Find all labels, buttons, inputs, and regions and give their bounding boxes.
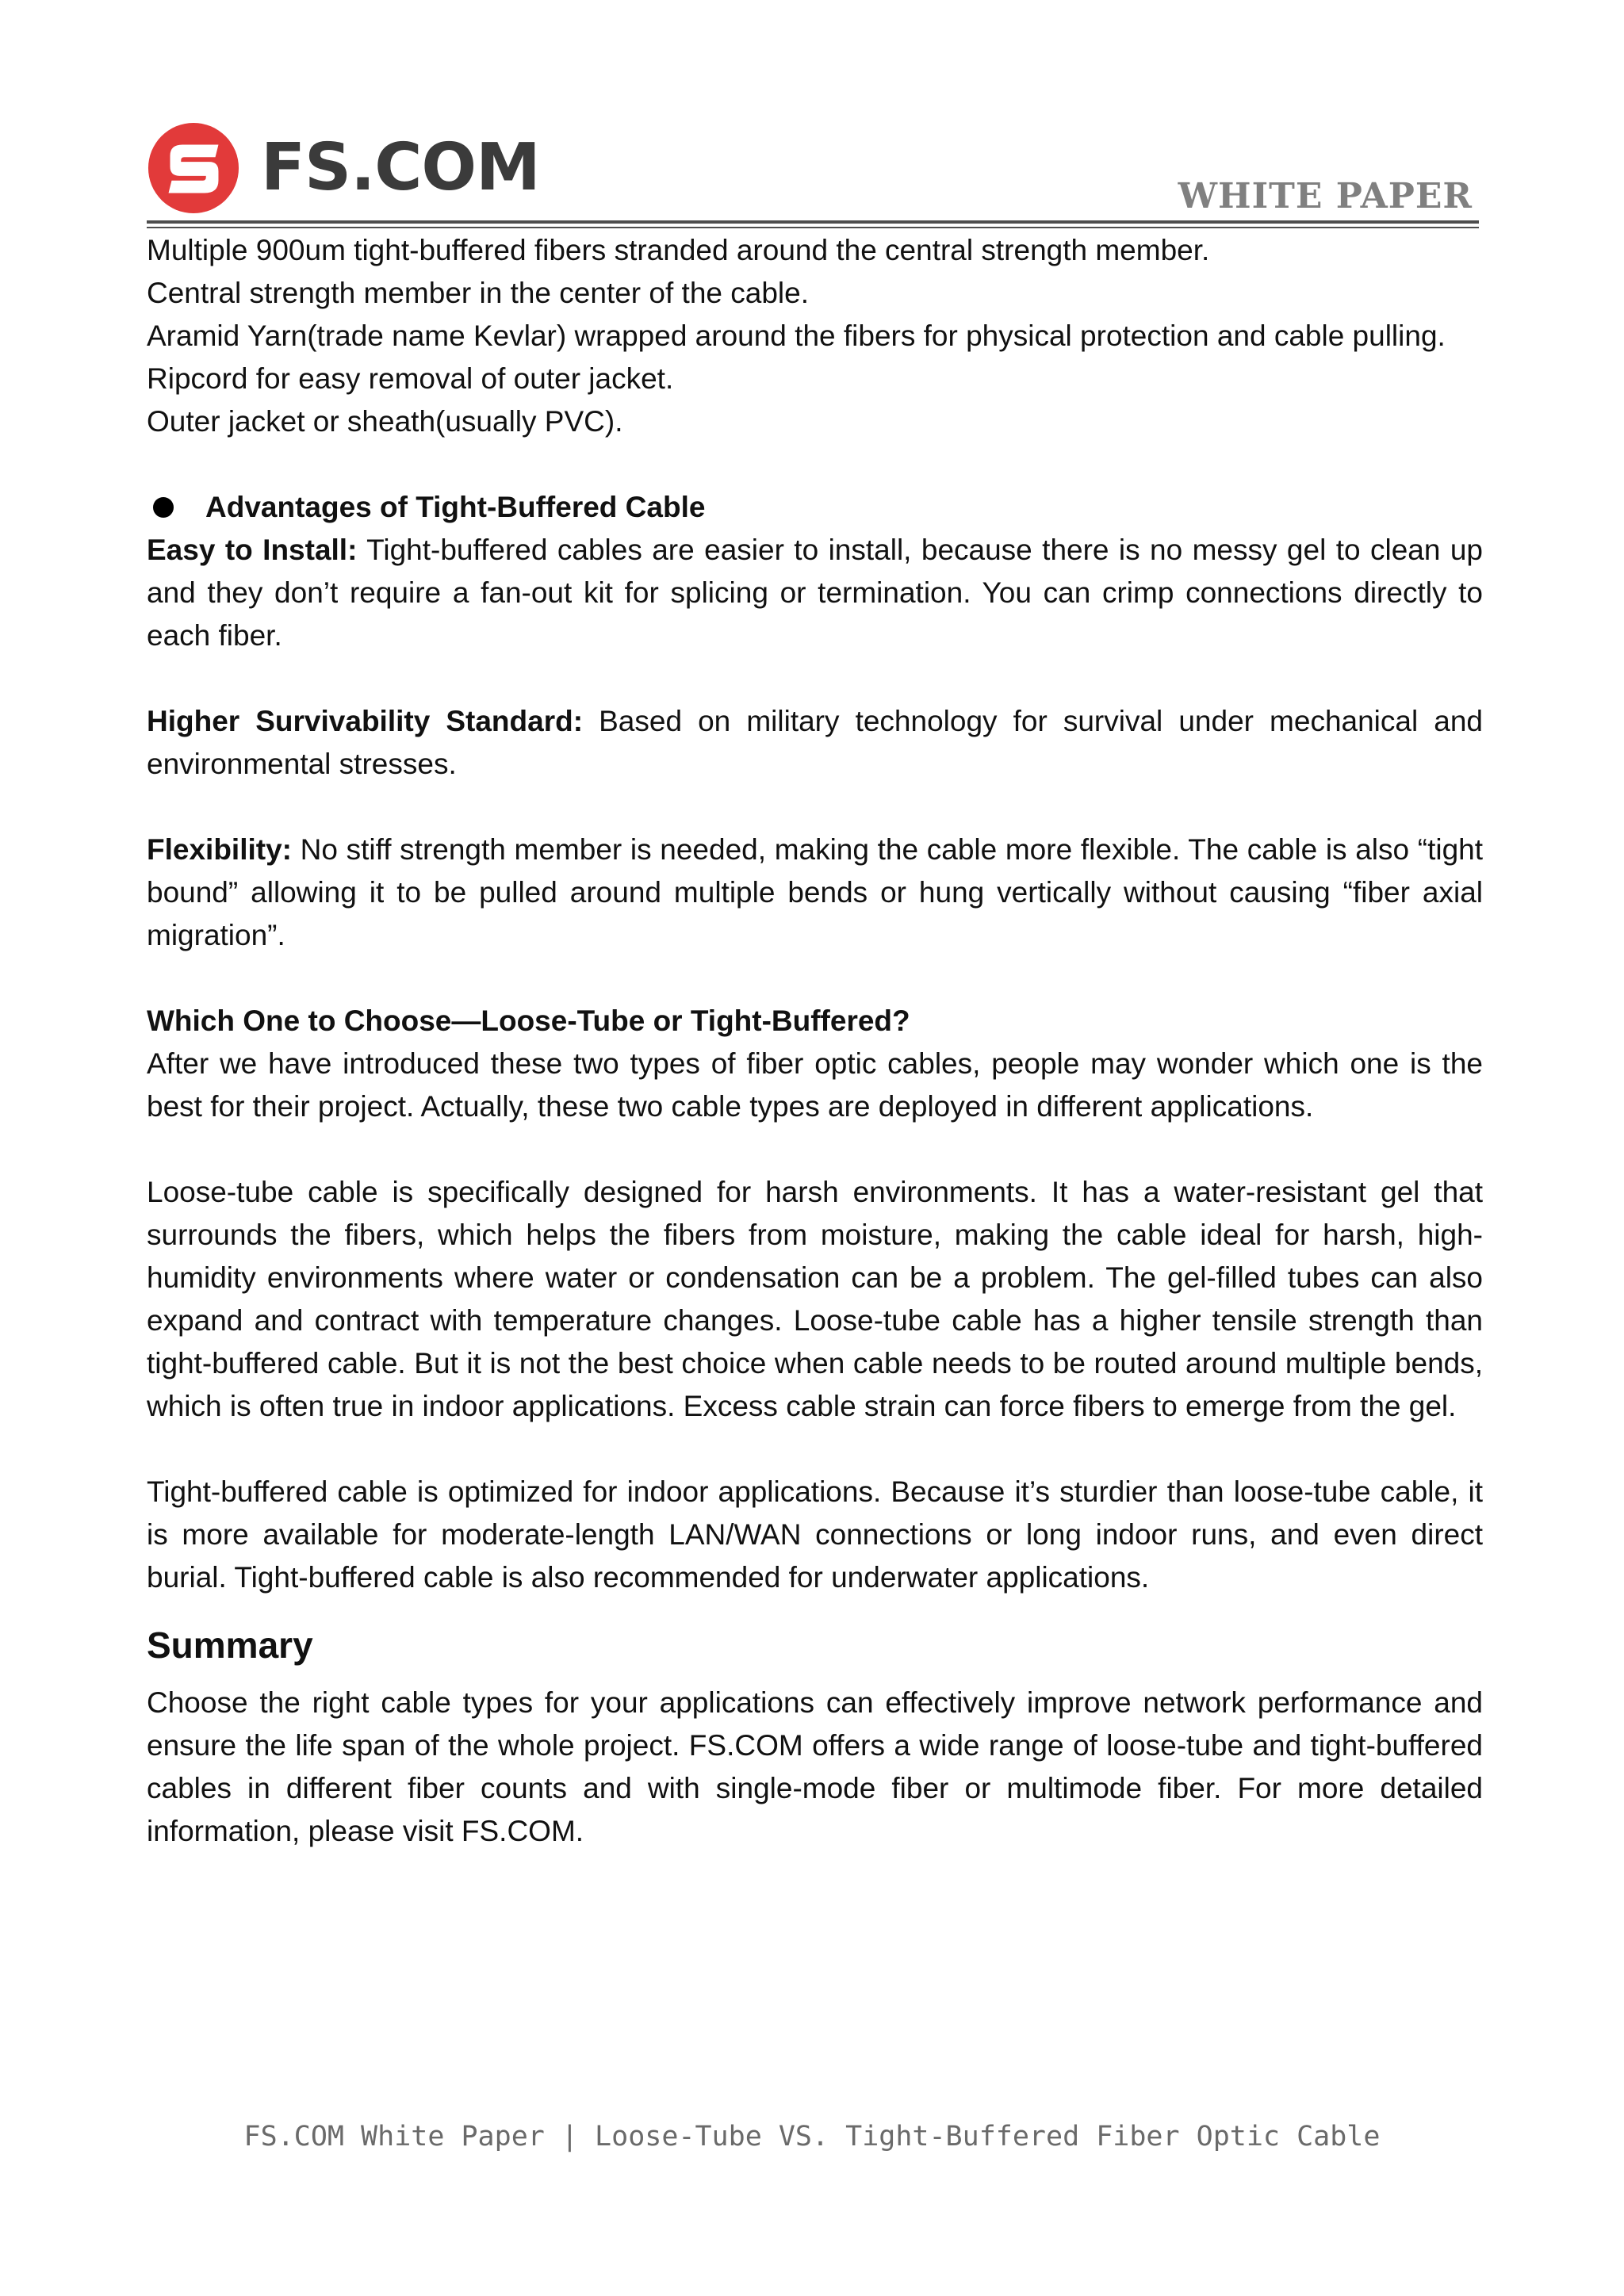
structure-line: Central strength member in the center of the cable. [147,277,809,309]
structure-line: Multiple 900um tight-buffered fibers stranded around the central strength member. [147,234,1210,266]
advantages-heading [147,486,1483,529]
choose-heading: Which One to Choose—Loose-Tube or Tight-Buffered? [147,1004,910,1037]
spacer [147,443,1483,486]
fs-logo [147,121,540,216]
advantage-text: Tight-buffered cables are easier to install, because there is no messy gel to clean up and they don’t require a fan-out kit for splicing or termination. You can crimp connections directly to each fiber. [147,534,1483,652]
logo-wordmark: FS.COM [261,130,540,205]
spacer [147,1428,1483,1471]
choose-paragraph: After we have introduced these two types of fiber optic cables, people may wonder which one is the best for their project. Actually, these two cable types are deployed in different applications. [147,1047,1483,1123]
document-body [147,229,1483,1853]
advantage-label: Flexibility: [147,833,292,866]
advantage-paragraph [147,700,1483,786]
choose-paragraph: Loose-tube cable is specifically designed for harsh environments. It has a water-resistant gel that surrounds the fibers, which helps the fibers from moisture, making the cable ideal for harsh, high-humidity environments where water or condensation can be a problem. The gel-filled tubes can also expand and contract with temperature changes. Loose-tube cable has a higher tensile strength than tight-buffered cable. But it is not the best choice when cable needs to be routed around multiple bends, which is often true in indoor applications. Excess cable strain can force fibers to emerge from the gel. [147,1176,1483,1422]
spacer [147,786,1483,828]
page-header [147,119,1479,230]
header-rule-thick [147,220,1479,224]
fs-logo-icon [147,121,240,215]
summary-heading: Summary [147,1624,313,1666]
spacer [147,957,1483,1000]
advantages-heading-text: Advantages of Tight-Buffered Cable [205,491,706,523]
bullet-icon [153,497,174,518]
structure-line: Outer jacket or sheath(usually PVC). [147,405,623,438]
structure-line: Aramid Yarn(trade name Kevlar) wrapped around the fibers for physical protection and cable pulling. [147,320,1446,352]
advantage-paragraph [147,828,1483,957]
page-footer: FS.COM White Paper | Loose-Tube VS. Tight-Buffered Fiber Optic Cable [243,2121,1381,2152]
advantage-text: No stiff strength member is needed, making the cable more flexible. The cable is also “tight bound” allowing it to be pulled around multiple bends or hung vertically without causing “fiber axial migration”. [147,833,1483,951]
summary-paragraph: Choose the right cable types for your applications can effectively improve network performance and ensure the life span of the whole project. FS.COM offers a wide range of loose-tube and tight-buffered cables in different fiber counts and with single-mode fiber or multimode fiber. For more detailed information, please visit FS.COM. [147,1686,1483,1847]
spacer [147,657,1483,700]
advantage-text: Based on military technology for survival under mechanical and environmental stresses. [147,705,1484,780]
structure-line: Ripcord for easy removal of outer jacket. [147,362,674,395]
advantage-label: Higher Survivability Standard: [147,705,584,737]
header-rule-thin [147,227,1479,228]
spacer [147,1128,1483,1171]
document-type-label: WHITE PAPER [1178,176,1473,216]
advantage-label: Easy to Install: [147,534,358,566]
choose-paragraph: Tight-buffered cable is optimized for indoor applications. Because it’s sturdier than loose-tube cable, it is more available for moderate-length LAN/WAN connections or long indoor runs, and even direct burial. Tight-buffered cable is also recommended for underwater applications. [147,1475,1483,1594]
advantage-paragraph [147,529,1483,657]
